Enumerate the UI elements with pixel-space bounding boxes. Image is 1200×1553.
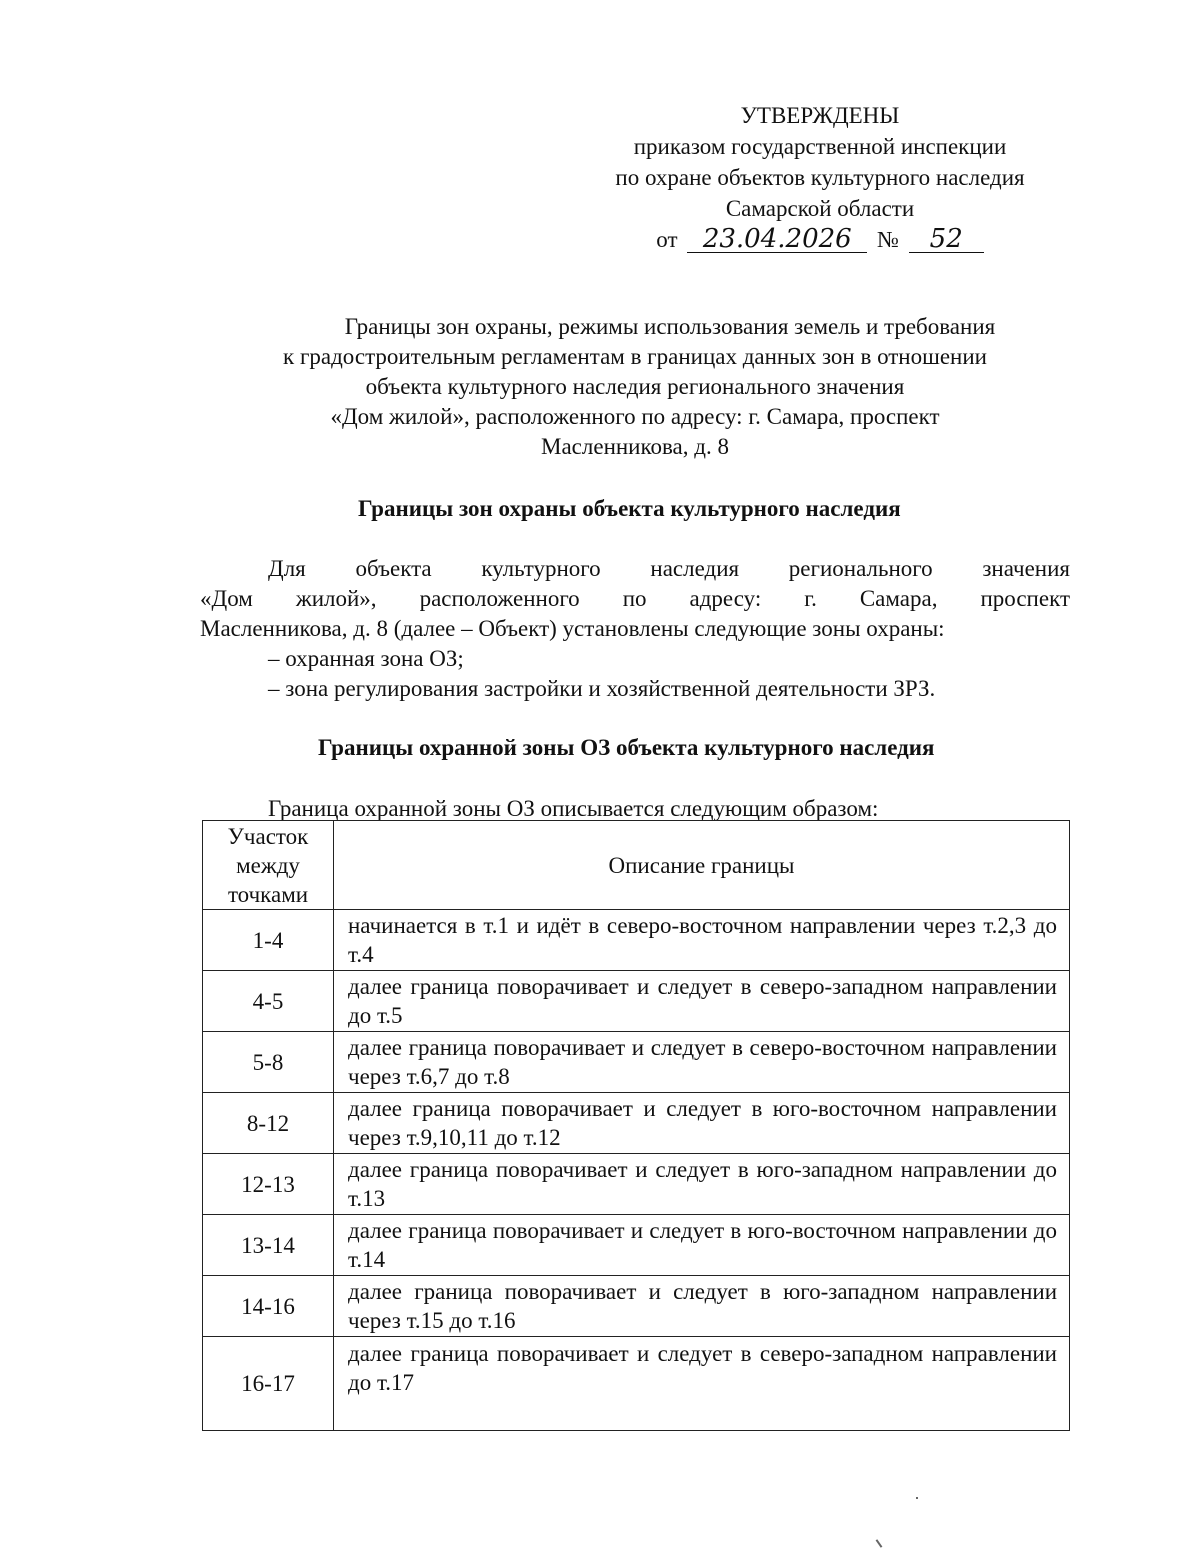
approval-header: УТВЕРЖДЕНЫ (740, 103, 900, 128)
intro-line-1: Для объекта культурного наследия регионального значения (268, 556, 1070, 581)
segment-cell: 8-12 (203, 1093, 334, 1154)
description-cell: далее граница поворачивает и следует в юго-западном направлении до т.13 (334, 1154, 1070, 1215)
table-row (203, 1215, 1070, 1276)
segment-cell: 16-17 (203, 1337, 334, 1431)
table-row (203, 1093, 1070, 1154)
segment-cell: 13-14 (203, 1215, 334, 1276)
segment-cell: 4-5 (203, 971, 334, 1032)
approval-date-line (570, 224, 1070, 255)
handwritten-date: 23.04.2026 (687, 226, 867, 253)
description-cell: далее граница поворачивает и следует в северо-западном направлении до т.17 (334, 1337, 1070, 1431)
header-segment (203, 821, 334, 910)
document-title (200, 312, 1070, 462)
segment-cell: 5-8 (203, 1032, 334, 1093)
title-line-5: Масленникова, д. 8 (541, 434, 729, 459)
segment-cell: 14-16 (203, 1276, 334, 1337)
description-cell: далее граница поворачивает и следует в северо-западном направлении до т.5 (334, 971, 1070, 1032)
scan-speck (876, 1539, 883, 1548)
segment-cell: 1-4 (203, 910, 334, 971)
intro-line-2: «Дом жилой», расположенного по адресу: г. Самара, проспект (200, 586, 1070, 611)
date-prefix: от (656, 227, 678, 252)
bullet-zrz: – зона регулирования застройки и хозяйственной деятельности ЗРЗ. (268, 676, 936, 701)
table-header-row (203, 821, 1070, 910)
table-row (203, 1276, 1070, 1337)
table-row (203, 1337, 1070, 1431)
header-segment-line-1: Участок (227, 823, 309, 849)
title-line-2: к градостроительным регламентам в границах данных зон в отношении (283, 344, 987, 369)
description-cell: далее граница поворачивает и следует в юго-восточном направлении до т.14 (334, 1215, 1070, 1276)
approval-line-1: приказом государственной инспекции (633, 134, 1007, 159)
section-heading-oz: Границы охранной зоны ОЗ объекта культурного наследия (318, 735, 935, 760)
handwritten-number: 52 (909, 226, 984, 253)
section-heading-zones: Границы зон охраны объекта культурного наследия (358, 496, 901, 521)
number-prefix: № (877, 227, 899, 252)
scan-speck (916, 1497, 918, 1499)
header-description: Описание границы (334, 821, 1070, 910)
title-line-4: «Дом жилой», расположенного по адресу: г. Самара, проспект (330, 404, 940, 429)
header-segment-line-2: между (236, 852, 300, 878)
title-line-1: Границы зон охраны, режимы использования земель и требования (344, 314, 996, 339)
table-caption: Граница охранной зоны ОЗ описывается следующим образом: (268, 796, 879, 821)
description-cell: далее граница поворачивает и следует в северо-восточном направлении через т.6,7 до т.8 (334, 1032, 1070, 1093)
intro-paragraph (200, 554, 1070, 704)
segment-cell: 12-13 (203, 1154, 334, 1215)
approval-line-2: по охране объектов культурного наследия (615, 165, 1025, 190)
intro-line-3: Масленникова, д. 8 (далее – Объект) установлены следующие зоны охраны: (200, 616, 945, 641)
description-cell: далее граница поворачивает и следует в юго-западном направлении через т.15 до т.16 (334, 1276, 1070, 1337)
approval-line-3: Самарской области (725, 196, 915, 221)
header-segment-line-3: точками (227, 881, 309, 907)
table-row (203, 1032, 1070, 1093)
table-row (203, 910, 1070, 971)
description-cell: далее граница поворачивает и следует в юго-восточном направлении через т.9,10,11 до т.12 (334, 1093, 1070, 1154)
table-row (203, 1154, 1070, 1215)
title-line-3: объекта культурного наследия регионального значения (365, 374, 905, 399)
table-row (203, 971, 1070, 1032)
approval-stamp-block (570, 100, 1070, 255)
bullet-oz: – охранная зона ОЗ; (268, 646, 464, 671)
boundary-table (202, 820, 1070, 1431)
description-cell: начинается в т.1 и идёт в северо-восточном направлении через т.2,3 до т.4 (334, 910, 1070, 971)
